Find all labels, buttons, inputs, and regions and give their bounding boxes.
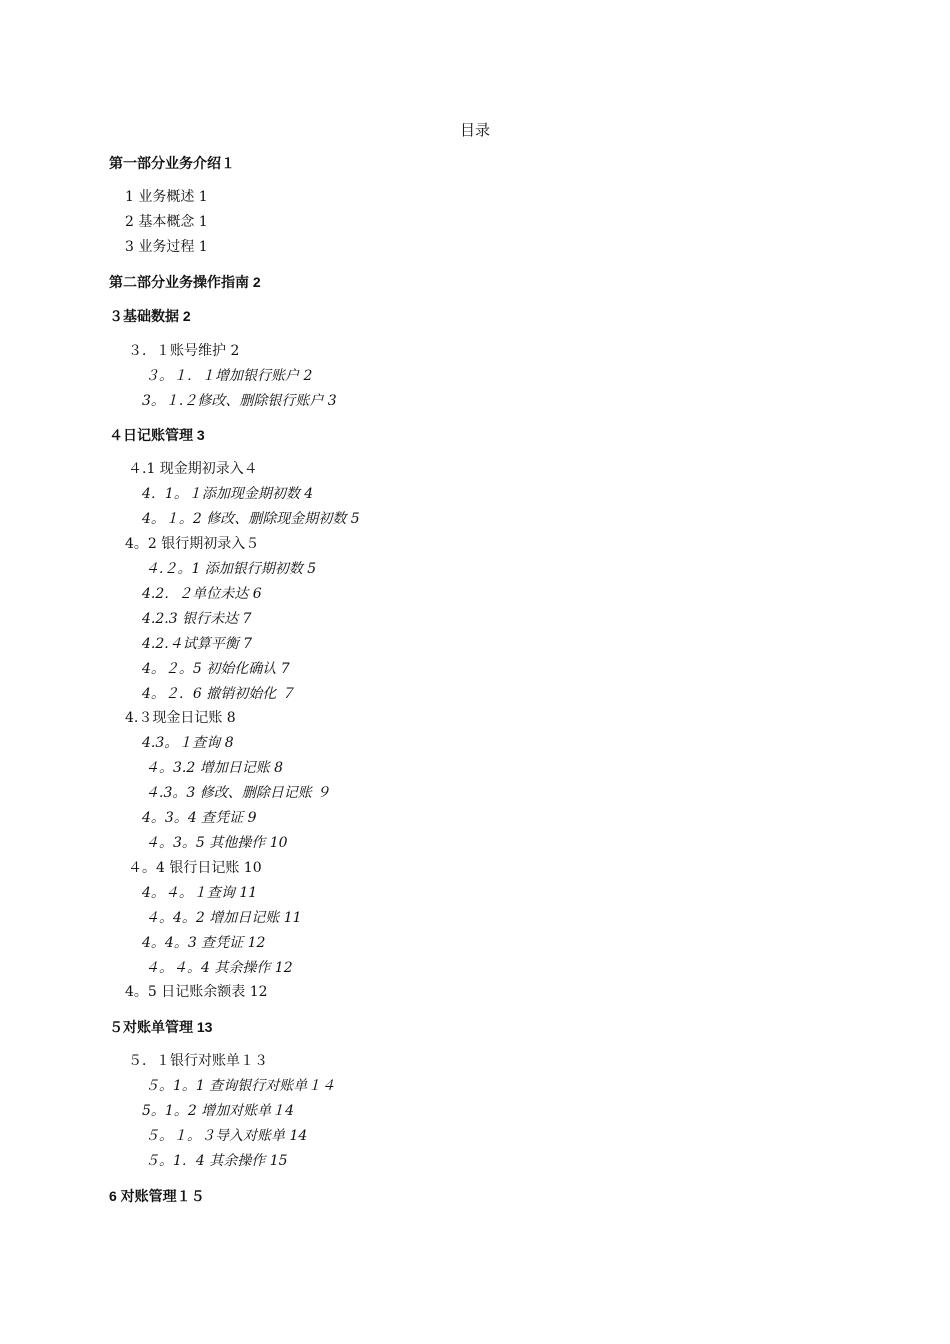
toc-entry-part2[interactable]: 第二部分业务操作指南 2 <box>109 274 261 290</box>
toc-entry-3-1[interactable]: ３．１账号维护 2 <box>128 343 240 359</box>
toc-entry-4-2-5[interactable]: 4。２。5 初始化确认 7 <box>142 661 290 677</box>
toc-entry-5-1-2[interactable]: 5。1。2 增加对账单１4 <box>142 1103 295 1119</box>
toc-entry-ch4[interactable]: ４日记账管理 3 <box>109 427 205 443</box>
toc-entry-4-3-2[interactable]: ４。3.2 增加日记账 8 <box>145 760 284 776</box>
toc-entry-4-2-1[interactable]: ４.２。1 添加银行期初数 5 <box>145 561 317 577</box>
toc-entry-4-4[interactable]: ４。4 银行日记账 10 <box>128 860 262 876</box>
toc-title: 目录 <box>459 121 490 139</box>
toc-entry-4-2-3[interactable]: 4.2.3 银行未达 7 <box>142 611 252 627</box>
toc-entry-4-1[interactable]: ４.1 现金期初录入４ <box>128 461 258 477</box>
toc-entry-4-3-5[interactable]: ４。3。5 其他操作 10 <box>145 835 288 851</box>
toc-entry-4-4-3[interactable]: 4。4。3 查凭证 12 <box>142 935 266 951</box>
toc-entry-5-1[interactable]: ５．１银行对账单１３ <box>128 1053 268 1069</box>
toc-entry-4-3-1[interactable]: 4.3。１查询 8 <box>142 735 234 751</box>
toc-entry-1[interactable]: 1 业务概述 1 <box>125 189 208 205</box>
toc-entry-5-1-3[interactable]: ５。１。３导入对账单 14 <box>145 1128 308 1144</box>
toc-entry-4-5[interactable]: 4。5 日记账余额表 12 <box>125 984 268 1000</box>
toc-entry-2[interactable]: 2 基本概念 1 <box>125 214 208 230</box>
toc-entry-4-3-4[interactable]: 4。3。4 查凭证 9 <box>142 810 257 826</box>
toc-entry-ch6[interactable]: 6 对账管理１５ <box>109 1188 205 1204</box>
toc-entry-ch5[interactable]: ５对账单管理 13 <box>109 1019 213 1035</box>
toc-entry-4-1-2[interactable]: 4。１。2 修改、删除现金期初数 5 <box>142 511 360 527</box>
toc-entry-4-4-4[interactable]: ４。４。4 其余操作 12 <box>145 960 293 976</box>
toc-entry-3[interactable]: 3 业务过程 1 <box>125 239 208 255</box>
toc-entry-4-1-1[interactable]: 4．1。１添加现金期初数 4 <box>142 486 314 502</box>
toc-entry-4-2-4[interactable]: 4.2.４试算平衡 7 <box>142 636 253 652</box>
toc-entry-5-1-4[interactable]: ５。1．4 其余操作 15 <box>145 1153 288 1169</box>
toc-entry-5-1-1[interactable]: ５。1。1 查询银行对账单１４ <box>145 1078 336 1094</box>
toc-entry-4-3-3[interactable]: ４.3。3 修改、删除日记账 ９ <box>145 785 331 801</box>
toc-entry-4-4-2[interactable]: ４。4。2 增加日记账 11 <box>145 910 302 926</box>
toc-entry-3-1-2[interactable]: 3。１.２修改、删除银行账户 3 <box>142 393 337 409</box>
toc-entry-4-2-2[interactable]: 4.2．２单位未达 6 <box>142 586 262 602</box>
toc-entry-part1[interactable]: 第一部分业务介绍１ <box>109 155 235 171</box>
toc-entry-4-4-1[interactable]: 4。４。１查询 11 <box>142 885 258 901</box>
toc-entry-4-2[interactable]: 4。2 银行期初录入５ <box>125 536 260 552</box>
toc-entry-4-3[interactable]: 4.３现金日记账 8 <box>125 710 236 726</box>
toc-entry-4-2-6[interactable]: 4。２．6 撤销初始化 ７ <box>142 686 295 702</box>
toc-entry-3-1-1[interactable]: ３。１．１增加银行账户 2 <box>145 368 313 384</box>
toc-entry-ch3[interactable]: ３基础数据 2 <box>109 308 191 324</box>
